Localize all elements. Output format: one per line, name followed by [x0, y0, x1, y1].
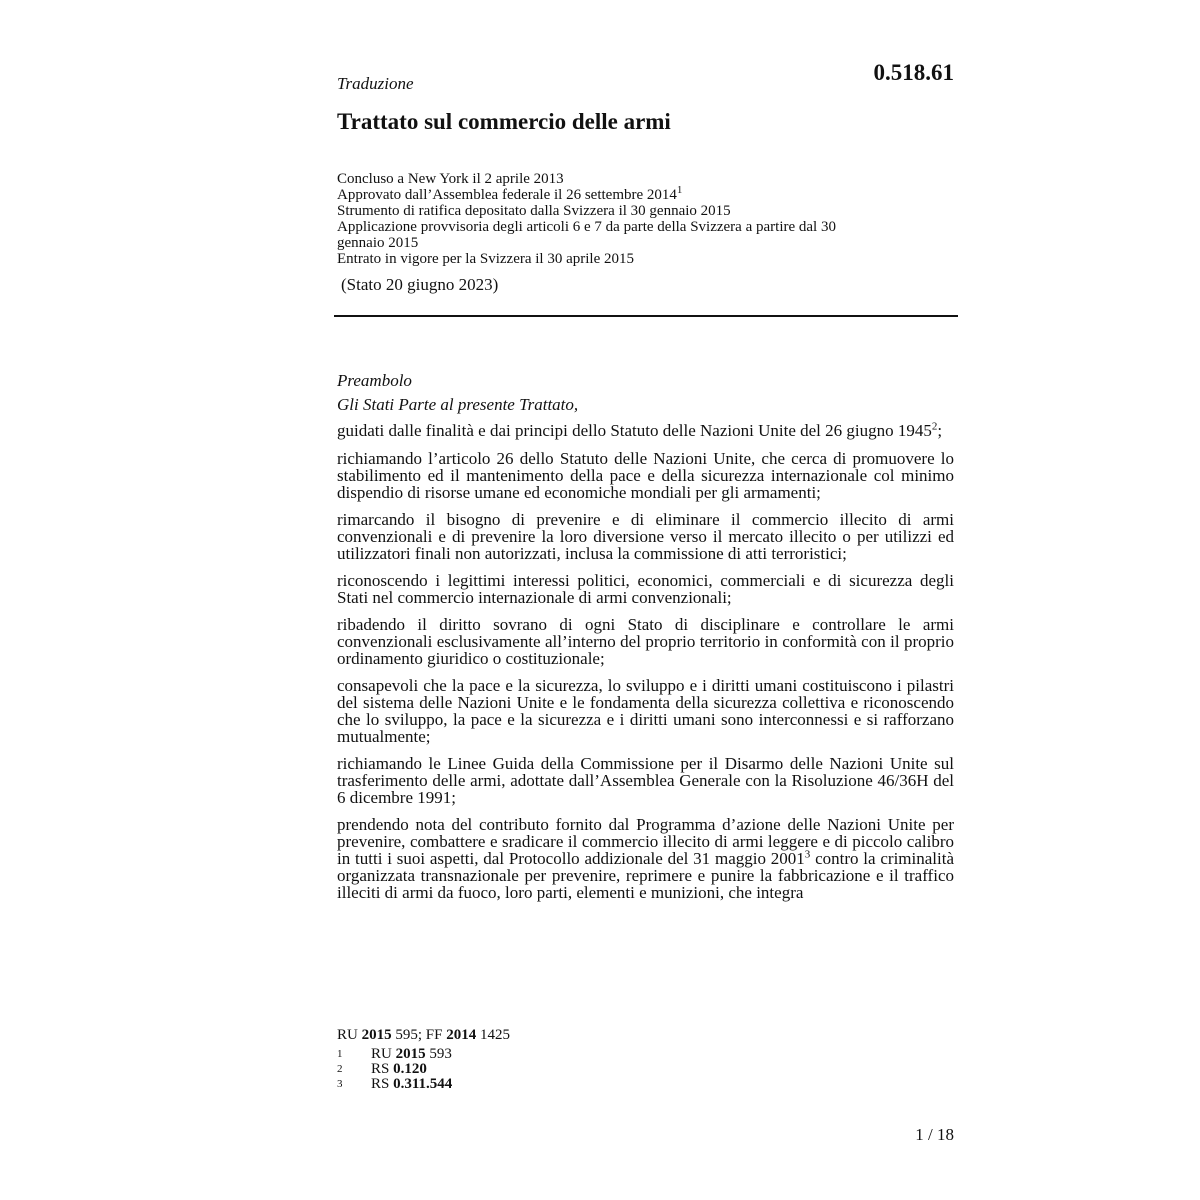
- footnotes: [337, 1028, 510, 1092]
- ratification-line: Strumento di ratifica depositato dalla Svizzera il 30 gennaio 2015: [337, 203, 731, 219]
- footnote-1: [337, 1047, 510, 1062]
- preamble-paragraph-5: ribadendo il diritto sovrano di ogni Stato di disciplinare e controllare le armi convenzionali esclusivamente all’interno del proprio territorio in conformità con il proprio ordinamento giuridico o costituzionale;: [337, 615, 954, 668]
- paragraph-1-end: ;: [937, 421, 943, 440]
- footnote-bold: 0.120: [393, 1061, 427, 1077]
- footnote-prefix: RS: [371, 1076, 394, 1092]
- footnote-ref-1[interactable]: 1: [676, 184, 683, 196]
- publication-reference: [337, 1028, 510, 1043]
- footnote-ref-2[interactable]: 2: [931, 420, 938, 433]
- concluded-line: Concluso a New York il 2 aprile 2013: [337, 171, 564, 187]
- paragraph-1-text: guidati dalle finalità e dai principi dello Statuto delle Nazioni Unite del 26 giugno 1945: [337, 421, 932, 440]
- status-date: (Stato 20 giugno 2023): [341, 275, 499, 294]
- footnote-number: 1: [337, 1048, 343, 1060]
- page-number: 1 / 18: [915, 1125, 954, 1144]
- preamble-paragraph-1: [337, 422, 954, 439]
- preamble-paragraph-7: richiamando le Linee Guida della Commissione per il Disarmo delle Nazioni Unite sul trasferimento delle armi, adottate dall’Assemblea Generale con la Risoluzione 46/36H del 6 dicembre 1991;: [337, 754, 954, 807]
- footnote-bold: 0.311.544: [393, 1076, 453, 1092]
- preamble-paragraph-8: [337, 816, 954, 901]
- preamble-paragraph-6: consapevoli che la pace e la sicurezza, lo sviluppo e i diritti umani costituiscono i pilastri del sistema delle Nazioni Unite e le fondamenta della sicurezza collettiva e riconoscendo che lo sviluppo, la pace e la sicurezza e i diritti umani sono interconnessi e si rafforzano mutualmente;: [337, 676, 954, 746]
- approved-text: Approvato dall’Assemblea federale il 26 settembre 2014: [337, 187, 677, 203]
- provisional-application-line: Applicazione provvisoria degli articoli 6 e 7 da parte della Svizzera a partire dal 30 gennaio 2015: [337, 219, 836, 251]
- footnote-2: [337, 1062, 510, 1077]
- header-divider: [334, 315, 958, 317]
- ref-suffix: 1425: [476, 1027, 510, 1043]
- footnote-3: [337, 1077, 510, 1092]
- document-title: Trattato sul commercio delle armi: [337, 109, 671, 134]
- paragraph-8-text-b: contro la criminalità organizzata transnazionale per prevenire, reprimere e punire la fabbricazione e il traffico illeciti di armi da fuoco, loro parti, elementi e munizioni, che integra: [337, 849, 955, 902]
- ref-middle: 595; FF: [391, 1027, 447, 1043]
- ref-year-ff: 2014: [446, 1027, 477, 1043]
- ref-prefix: RU: [337, 1027, 362, 1043]
- preamble-heading: Preambolo: [337, 371, 412, 390]
- document-number: 0.518.61: [873, 60, 954, 85]
- preamble-intro: Gli Stati Parte al presente Trattato,: [337, 395, 579, 414]
- footnote-prefix: RU: [371, 1046, 396, 1062]
- preamble-paragraph-3: rimarcando il bisogno di prevenire e di eliminare il commercio illecito di armi convenzionali e di prevenire la loro diversione verso il mercato illecito o per utilizzi ed utilizzatori finali non autorizzati, inclusa la commissione di atti terroristici;: [337, 510, 954, 563]
- ref-year-ru: 2015: [361, 1027, 392, 1043]
- footnote-ref-3[interactable]: 3: [804, 848, 811, 861]
- footnote-number: 3: [337, 1078, 343, 1090]
- approved-line: [337, 184, 897, 203]
- preamble-paragraph-4: riconoscendo i legittimi interessi politici, economici, commerciali e di sicurezza degli Stati nel commercio internazionale di armi convenzionali;: [337, 571, 954, 607]
- footnote-suffix: 593: [425, 1046, 452, 1062]
- in-force-line: Entrato in vigore per la Svizzera il 30 aprile 2015: [337, 251, 634, 267]
- preamble-paragraph-2: richiamando l’articolo 26 dello Statuto delle Nazioni Unite, che cerca di promuovere lo stabilimento ed il mantenimento della pace e della sicurezza internazionale col minimo dispendio di risorse umane ed economiche mondiali per gli armamenti;: [337, 449, 954, 502]
- footnote-prefix: RS: [371, 1061, 394, 1077]
- paragraph-8-text-a: prendendo nota del contributo fornito dal Programma d’azione delle Nazioni Unite per prevenire, combattere e sradicare il commercio illecito di armi leggere e di piccolo calibro in tutti i suoi aspetti, dal Protocollo addizionale del 31 maggio 2001: [337, 815, 954, 868]
- document-metadata: [337, 171, 897, 267]
- footnote-number: 2: [337, 1063, 343, 1075]
- preamble-body: [337, 372, 954, 911]
- footnote-bold: 2015: [395, 1046, 426, 1062]
- translation-label: Traduzione: [337, 74, 414, 93]
